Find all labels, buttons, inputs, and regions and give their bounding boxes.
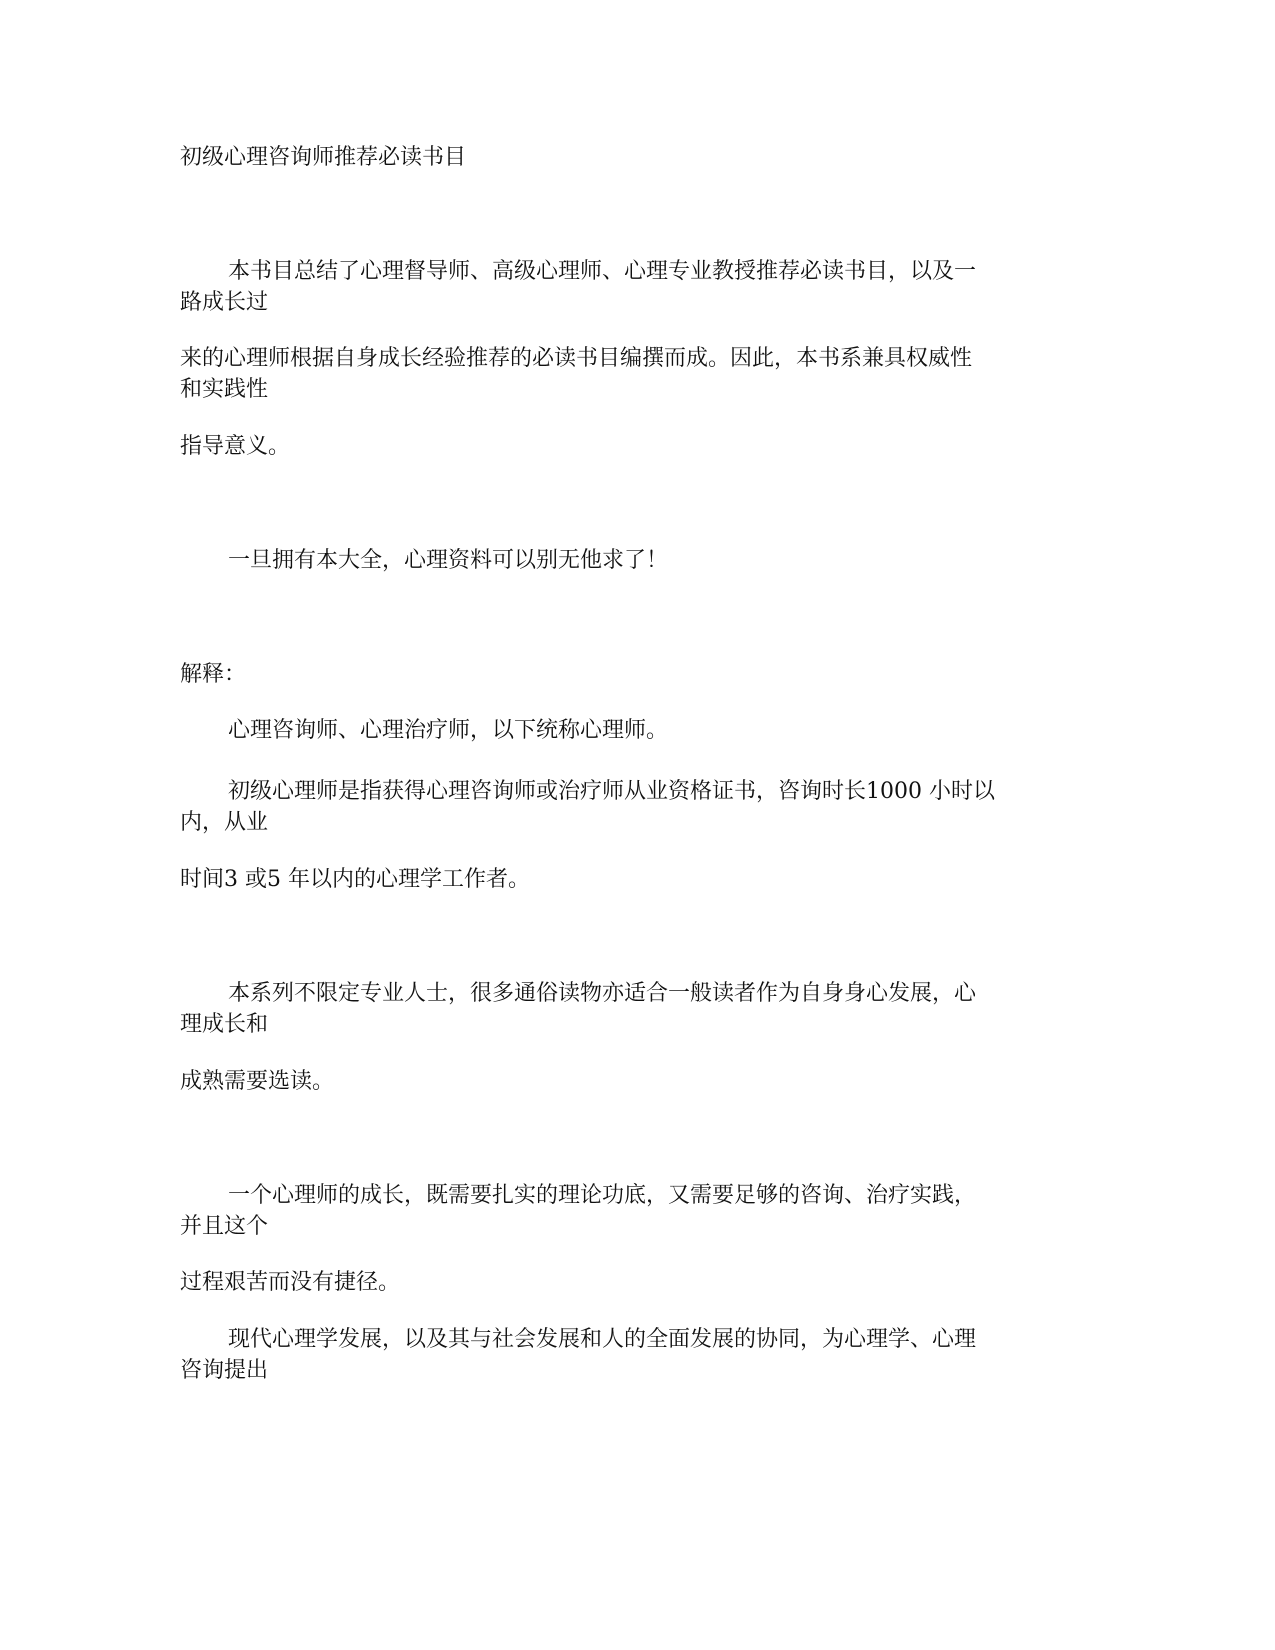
paragraph-line: 和实践性 xyxy=(180,377,269,402)
paragraph-line: 时间3 或5 年以内的心理学工作者。 xyxy=(180,867,530,892)
paragraph-line: 初级心理师是指获得心理咨询师或治疗师从业资格证书，咨询时长1000 小时以 xyxy=(228,779,995,804)
paragraph-line: 咨询提出 xyxy=(180,1358,269,1383)
paragraph-line: 路成长过 xyxy=(180,290,269,315)
document-title: 初级心理咨询师推荐必读书目 xyxy=(180,145,467,170)
paragraph-line: 心理咨询师、心理治疗师，以下统称心理师。 xyxy=(228,718,669,743)
paragraph-line: 本系列不限定专业人士，很多通俗读物亦适合一般读者作为自身身心发展，心 xyxy=(228,981,977,1006)
paragraph-line: 指导意义。 xyxy=(180,434,291,459)
paragraph-line: 并且这个 xyxy=(180,1214,269,1239)
paragraph-line: 过程艰苦而没有捷径。 xyxy=(180,1270,401,1295)
paragraph-line: 一个心理师的成长，既需要扎实的理论功底，又需要足够的咨询、治疗实践， xyxy=(228,1183,977,1208)
paragraph-line: 一旦拥有本大全，心理资料可以别无他求了！ xyxy=(228,548,669,573)
paragraph-line: 成熟需要选读。 xyxy=(180,1069,335,1094)
paragraph-line: 理成长和 xyxy=(180,1012,269,1037)
paragraph-line: 内，从业 xyxy=(180,810,269,835)
paragraph-line: 现代心理学发展，以及其与社会发展和人的全面发展的协同，为心理学、心理 xyxy=(228,1327,977,1352)
paragraph-line: 本书目总结了心理督导师、高级心理师、心理专业教授推荐必读书目，以及一 xyxy=(228,259,977,284)
section-label: 解释： xyxy=(180,662,247,687)
paragraph-line: 来的心理师根据自身成长经验推荐的必读书目编撰而成。因此，本书系兼具权威性 xyxy=(180,346,973,371)
